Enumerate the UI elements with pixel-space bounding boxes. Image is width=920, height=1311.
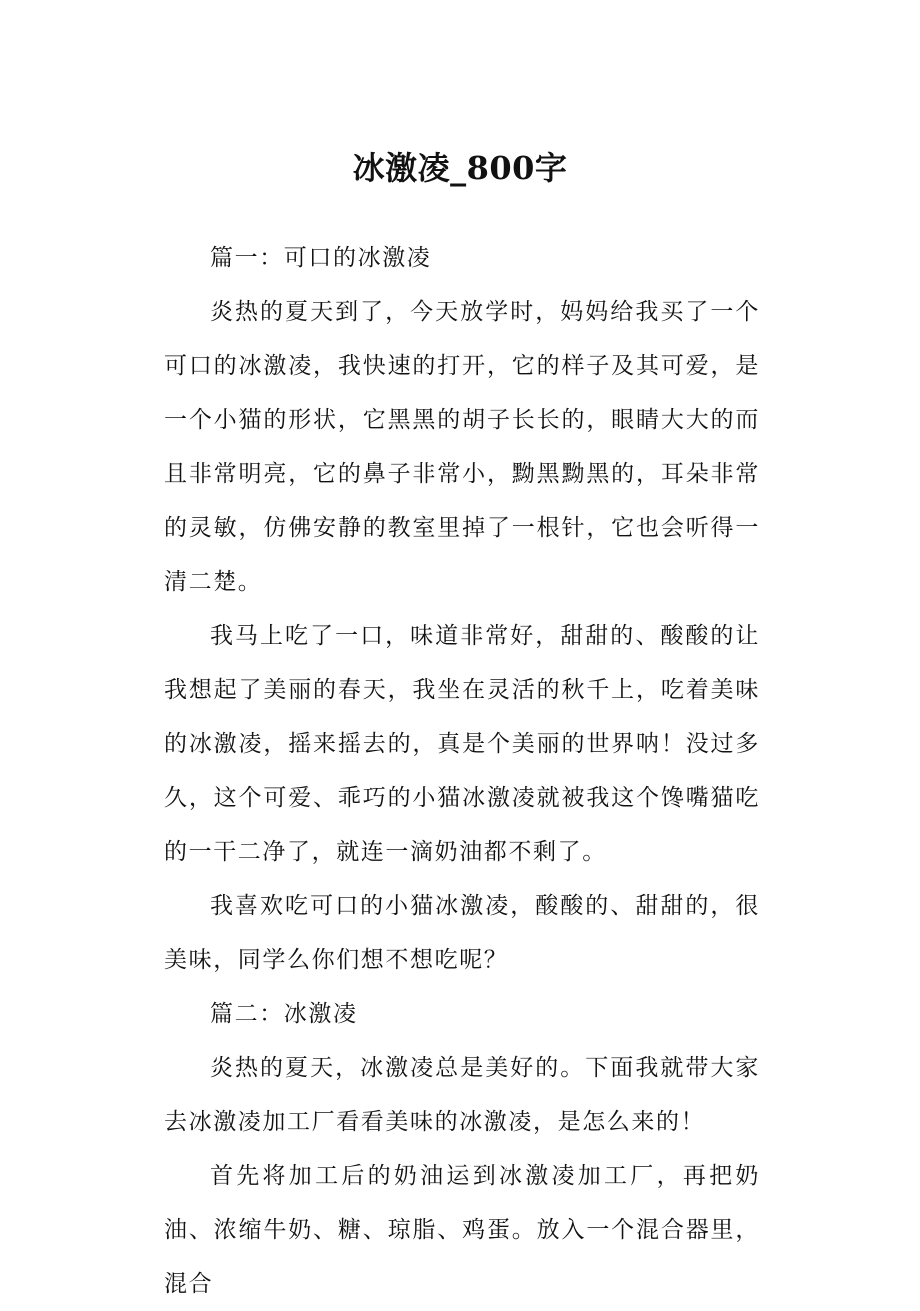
document-body: [164, 231, 760, 1311]
paragraph: 炎热的夏天，冰激凌总是美好的。下面我就带大家去冰激凌加工厂看看美味的冰激凌，是怎么来的！: [164, 1055, 760, 1135]
paragraph: 我喜欢吃可口的小猫冰激凌，酸酸的、甜甜的，很美味，同学么你们想不想吃呢？: [164, 893, 760, 973]
section-heading-2: 篇二：冰激凌: [210, 1001, 358, 1027]
paragraph: 炎热的夏天到了，今天放学时，妈妈给我买了一个可口的冰激凌，我快速的打开，它的样子及其可爱，是一个小猫的形状，它黑黑的胡子长长的，眼睛大大的而且非常明亮，它的鼻子非常小，黝黑黝黑的，耳朵非常的灵敏，仿佛安静的教室里掉了一根针，它也会听得一清二楚。: [164, 299, 760, 595]
paragraph: 我马上吃了一口，味道非常好，甜甜的、酸酸的让我想起了美丽的春天，我坐在灵活的秋千上，吃着美味的冰激凌，摇来摇去的，真是个美丽的世界呐！没过多久，这个可爱、乖巧的小猫冰激凌就被我这个馋嘴猫吃的一干二净了，就连一滴奶油都不剩了。: [164, 623, 760, 865]
section-heading-1: 篇一：可口的冰激凌: [210, 245, 432, 271]
paragraph: 首先将加工后的奶油运到冰激凌加工厂，再把奶油、浓缩牛奶、糖、琼脂、鸡蛋。放入一个混合器里，混合: [164, 1163, 760, 1297]
page-title: 冰激凌_800字: [352, 149, 568, 188]
